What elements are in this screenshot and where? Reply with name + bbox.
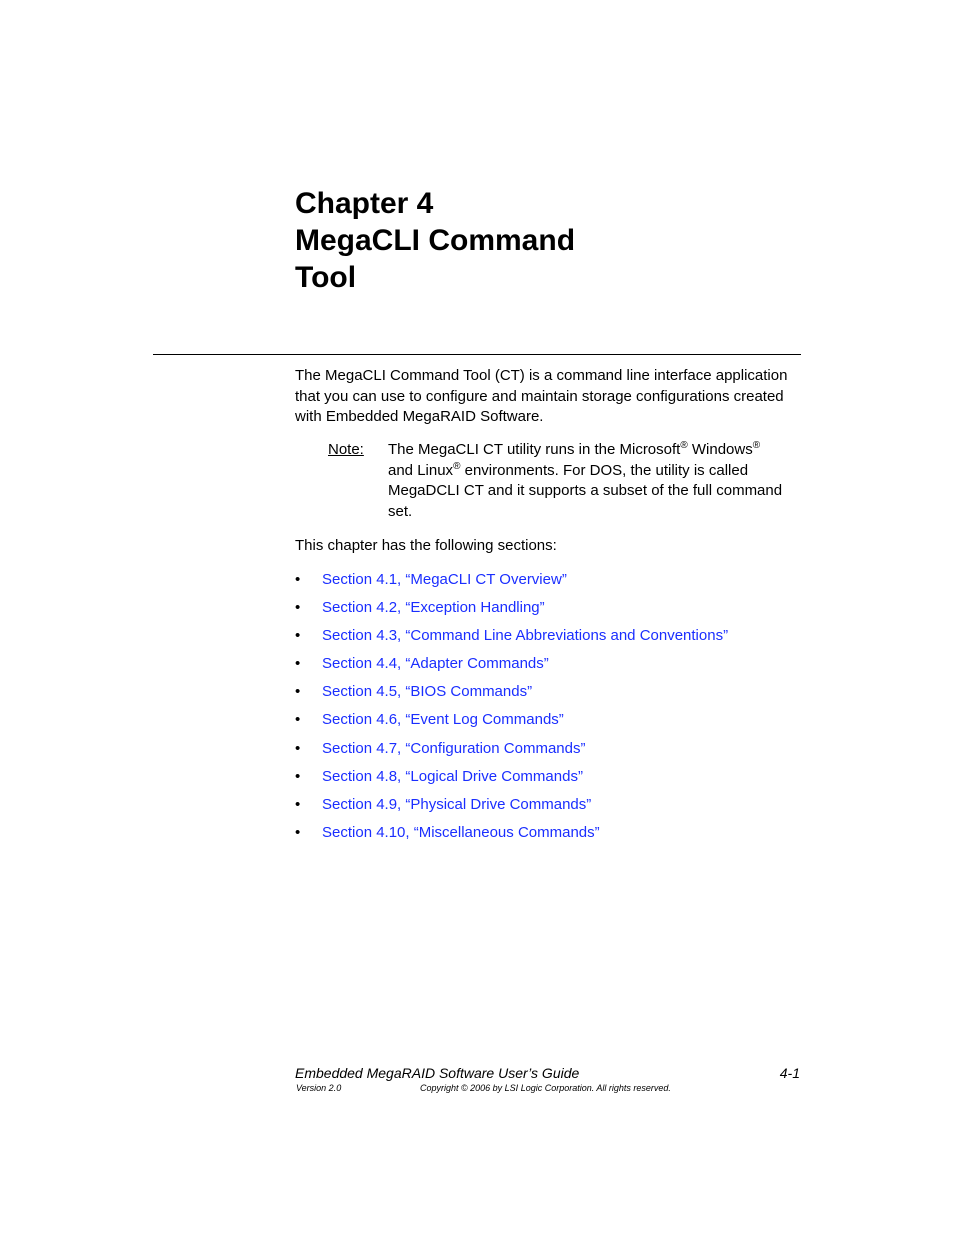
bullet-icon: • xyxy=(295,683,301,701)
section-link-4-7[interactable]: Section 4.7, “Configuration Commands” xyxy=(322,739,586,757)
section-link-4-10[interactable]: Section 4.10, “Miscellaneous Commands” xyxy=(322,823,600,841)
section-link-4-5[interactable]: Section 4.5, “BIOS Commands” xyxy=(322,683,533,701)
note-text: The MegaCLI CT utility runs in the Microsoft® Windows® and Linux® environments. For DOS, the utility is called MegaDCLI CT and it supports a subset of the full command set. xyxy=(388,440,783,520)
list-item xyxy=(295,823,728,851)
chapter-number: Chapter 4 xyxy=(295,187,434,220)
section-link-list xyxy=(295,570,728,851)
list-item xyxy=(295,767,728,795)
section-link-4-2[interactable]: Section 4.2, “Exception Handling” xyxy=(322,599,545,617)
list-item xyxy=(295,626,728,654)
bullet-icon: • xyxy=(295,767,301,785)
section-link-4-6[interactable]: Section 4.6, “Event Log Commands” xyxy=(322,711,564,729)
chapter-name-line-1: MegaCLI Command xyxy=(295,224,576,257)
bullet-icon: • xyxy=(295,571,301,588)
sections-lead-in: This chapter has the following sections: xyxy=(295,537,557,554)
bullet-icon: • xyxy=(295,795,301,813)
chapter-name-line-2: Tool xyxy=(295,261,357,294)
list-item xyxy=(295,682,728,710)
chapter-title xyxy=(295,185,575,296)
section-link-4-9[interactable]: Section 4.9, “Physical Drive Commands” xyxy=(322,795,592,813)
footer-book-title: Embedded MegaRAID Software User’s Guide xyxy=(295,1065,580,1081)
registered-mark: ® xyxy=(453,460,461,472)
section-link-4-8[interactable]: Section 4.8, “Logical Drive Commands” xyxy=(322,767,583,785)
bullet-icon: • xyxy=(295,627,301,645)
section-link-4-4[interactable]: Section 4.4, “Adapter Commands” xyxy=(322,655,549,673)
bullet-icon: • xyxy=(295,823,301,841)
footer-version: Version 2.0 xyxy=(296,1083,342,1093)
bullet-icon: • xyxy=(295,739,301,757)
bullet-icon: • xyxy=(295,711,301,729)
bullet-icon: • xyxy=(295,655,301,673)
list-item xyxy=(295,795,728,823)
registered-mark: ® xyxy=(680,440,688,451)
list-item xyxy=(295,654,728,682)
section-link-4-1[interactable]: Section 4.1, “MegaCLI CT Overview” xyxy=(322,571,567,588)
list-item xyxy=(295,739,728,767)
list-item xyxy=(295,710,728,738)
list-item xyxy=(295,570,728,598)
bullet-icon: • xyxy=(295,599,301,617)
section-divider xyxy=(153,354,801,355)
list-item xyxy=(295,598,728,626)
intro-paragraph: The MegaCLI Command Tool (CT) is a command line interface application that you can use to configure and maintain storage configurations created with Embedded MegaRAID Software. xyxy=(295,367,788,425)
section-link-4-3[interactable]: Section 4.3, “Command Line Abbreviations and Conventions” xyxy=(322,627,729,645)
footer-copyright: Copyright © 2006 by LSI Logic Corporation. All rights reserved. xyxy=(420,1083,671,1093)
registered-mark: ® xyxy=(752,440,761,451)
footer-page-number: 4-1 xyxy=(779,1065,800,1081)
note-label: Note: xyxy=(328,441,364,458)
